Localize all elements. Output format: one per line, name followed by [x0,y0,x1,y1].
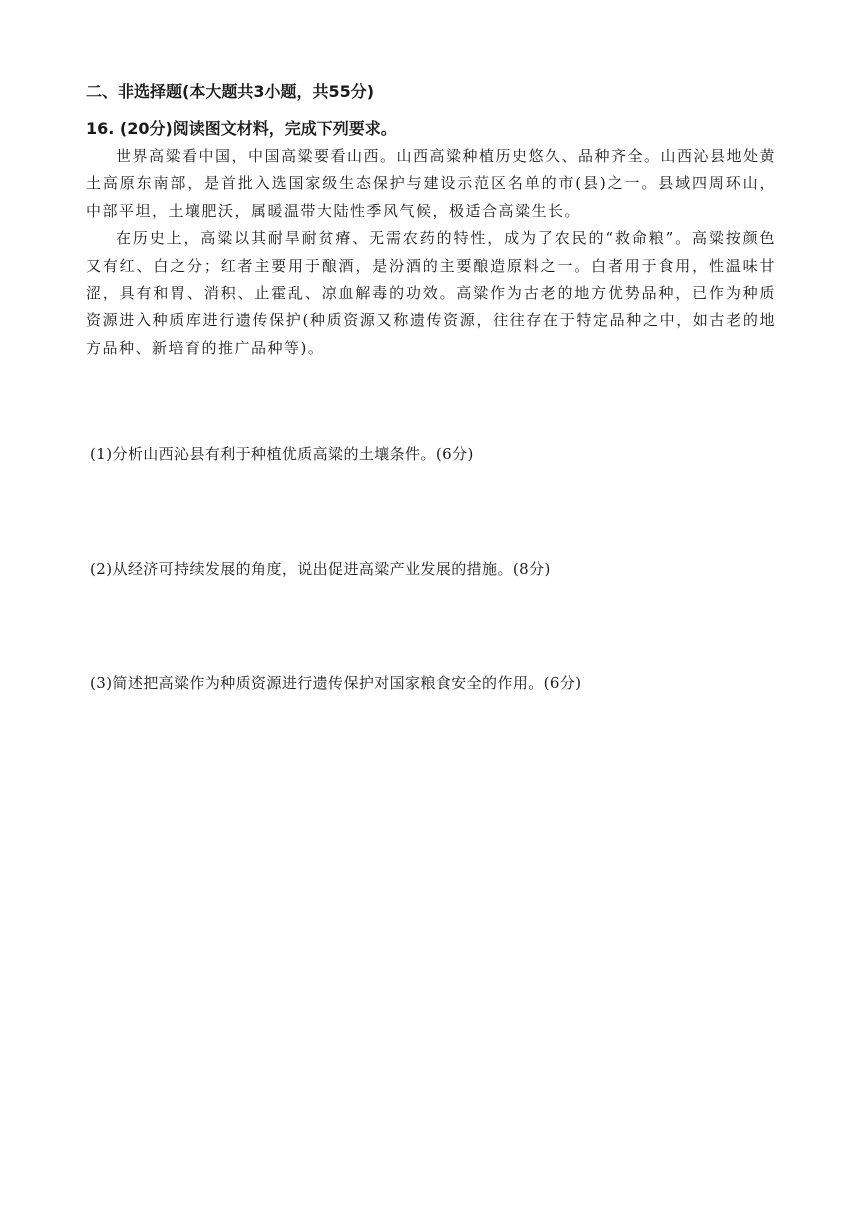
reading-passage [86,143,776,362]
subquestion-3: (3)简述把高粱作为种质资源进行遗传保护对国家粮食安全的作用。(6分) [90,674,582,692]
passage-paragraph-2: 在历史上，高粱以其耐旱耐贫瘠、无需农药的特性，成为了农民的“救命粮”。高粱按颜色又有红、白之分；红者主要用于酿酒，是汾酒的主要酿造原料之一。白者用于食用，性温味甘涩，具有和胃、消积、止霍乱、凉血解毒的功效。高粱作为古老的地方优势品种，已作为种质资源进入种质库进行遗传保护(种质资源又称遗传资源，往往存在于特定品种之中，如古老的地方品种、新培育的推广品种等)。 [86,229,776,357]
question-title: 16. (20分)阅读图文材料，完成下列要求。 [86,119,397,138]
passage-paragraph-1: 世界高粱看中国，中国高粱要看山西。山西高粱种植历史悠久、品种齐全。山西沁县地处黄土高原东南部，是首批入选国家级生态保护与建设示范区名单的市(县)之一。县域四周环山，中部平坦，土壤肥沃，属暖温带大陆性季风气候，极适合高粱生长。 [86,147,777,220]
subquestion-1: (1)分析山西沁县有利于种植优质高粱的土壤条件。(6分) [90,445,474,463]
subquestion-2: (2)从经济可持续发展的角度，说出促进高粱产业发展的措施。(8分) [90,560,551,578]
section-heading: 二、非选择题(本大题共3小题，共55分) [86,82,375,101]
